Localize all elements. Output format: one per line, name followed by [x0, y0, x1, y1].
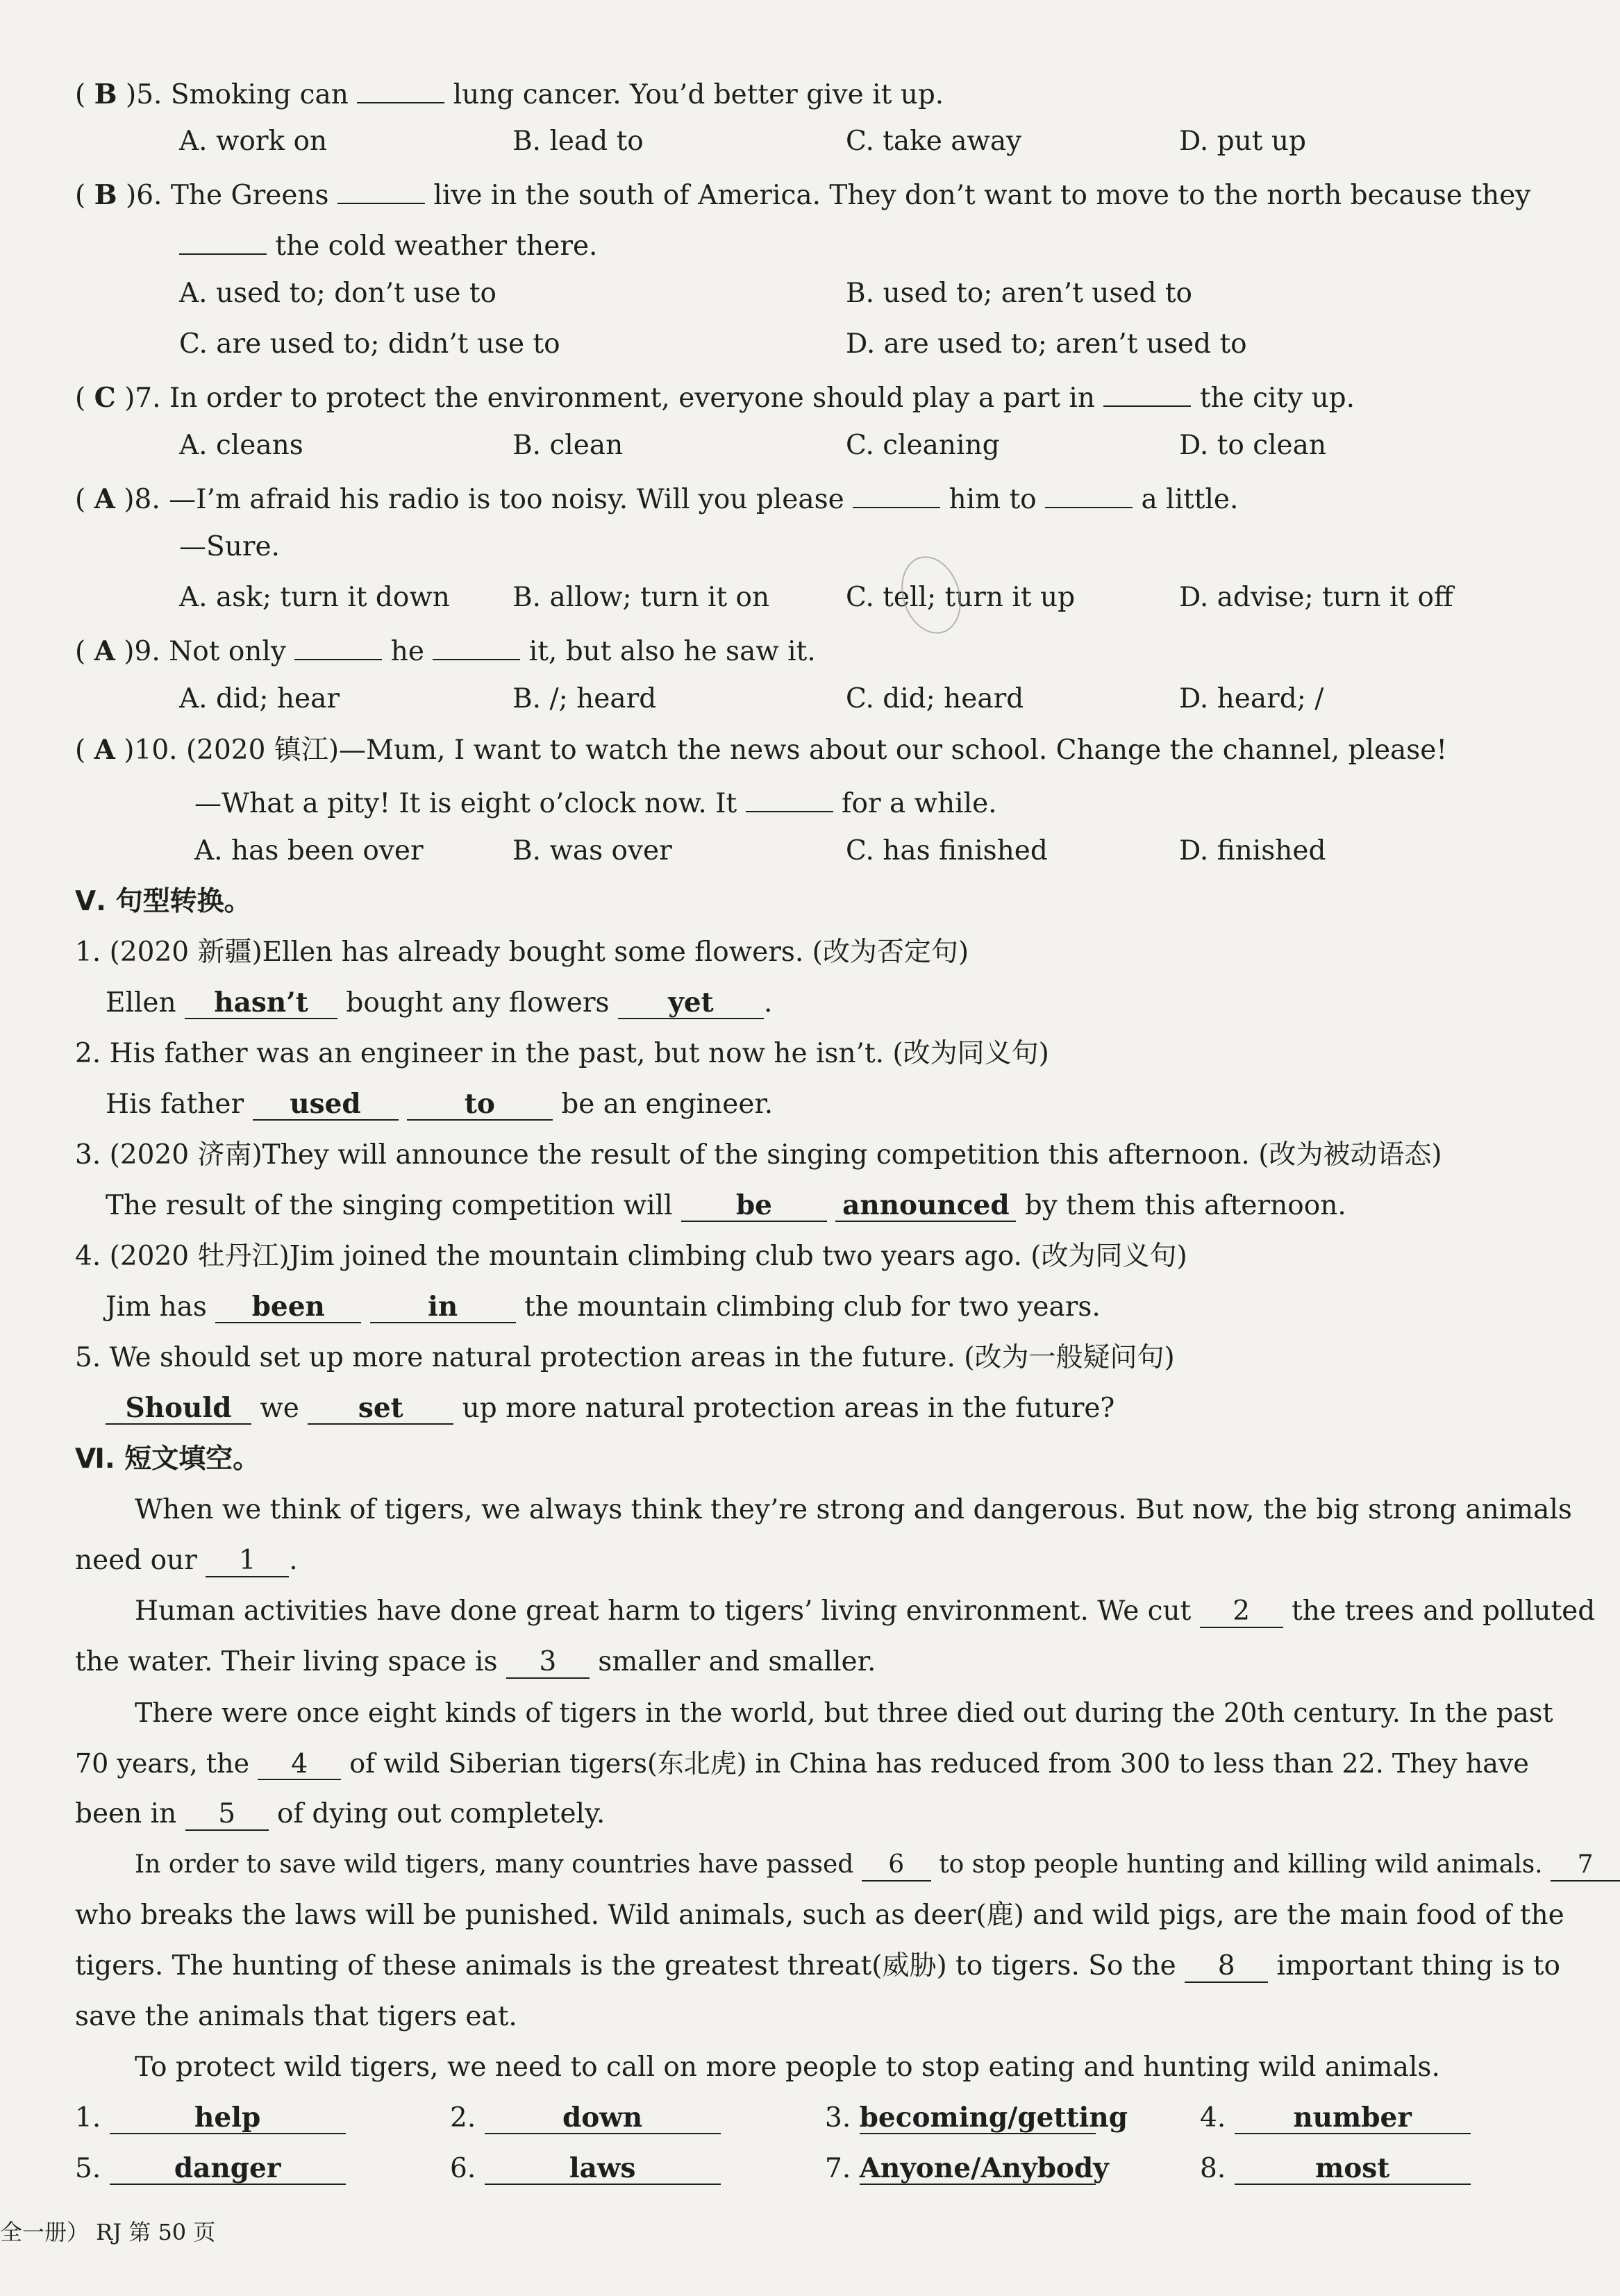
answer-letter: A	[94, 734, 115, 766]
answer-row-1: 3. becoming/getting	[825, 2102, 1128, 2134]
page-footer: 全一册） RJ 第 50 页	[0, 2219, 216, 2245]
answer-blank: used	[253, 1089, 399, 1121]
numbered-blank: 2	[1200, 1596, 1283, 1628]
blank	[433, 631, 520, 660]
answer-letter: C	[94, 382, 116, 414]
answer-blank: Should	[106, 1393, 251, 1425]
numbered-blank: 1	[206, 1545, 289, 1577]
answer-blank: announced	[835, 1190, 1016, 1222]
answer-blank: hasn’t	[185, 987, 337, 1019]
numbered-blank: 7	[1551, 1850, 1620, 1882]
numbered-blank: 4	[258, 1748, 341, 1780]
option-c: C. tell; turn it up	[846, 582, 1076, 613]
passage-line: who breaks the laws will be punished. Wild animals, such as deer(鹿) and wild pigs, are the main food of the	[75, 1900, 1564, 1931]
option-c: C. did; heard	[846, 683, 1024, 714]
option-b: B. clean	[512, 430, 624, 461]
blank	[357, 74, 444, 103]
option-d: D. finished	[1179, 835, 1326, 866]
option-b: B. was over	[512, 835, 672, 866]
blank	[179, 226, 267, 255]
answer-blank: set	[308, 1393, 453, 1425]
answer-row-1: 2. down	[450, 2101, 721, 2136]
transform-a2: His father used to be an engineer.	[106, 1088, 774, 1120]
transform-a1: Ellen hasn’t bought any flowers yet .	[106, 987, 773, 1019]
question-10: ( A )10. (2020 镇江)—Mum, I want to watch the news about our school. Change the channel, please!	[75, 734, 1448, 766]
option-a: A. used to; don’t use to	[179, 278, 497, 309]
answer-blank: be	[681, 1190, 827, 1222]
blank	[853, 479, 940, 508]
passage-line: In order to save wild tigers, many countries have passed 6 to stop people hunting and killing wild animals. 7	[135, 1847, 1620, 1882]
option-c: C. are used to; didn’t use to	[179, 328, 560, 360]
question-8: ( A )8. —I’m afraid his radio is too noisy. Will you please him to a little.	[75, 479, 1238, 517]
numbered-blank: 5	[185, 1799, 269, 1831]
answer-blank: to	[407, 1089, 553, 1121]
answer-blank: danger	[110, 2153, 346, 2185]
passage-line: the water. Their living space is 3 smaller and smaller.	[75, 1646, 876, 1677]
passage-line: There were once eight kinds of tigers in the world, but three died out during the 20th century. In the past	[135, 1698, 1553, 1728]
option-a: A. cleans	[179, 430, 303, 461]
passage-line: When we think of tigers, we always think they’re strong and dangerous. But now, the big strong animals	[135, 1494, 1572, 1525]
answer-blank: number	[1235, 2102, 1471, 2134]
question-10-reply: —What a pity! It is eight o’clock now. It for a while.	[194, 783, 997, 821]
option-b: B. used to; aren’t used to	[846, 278, 1193, 309]
blank	[1045, 479, 1133, 508]
question-6: ( B )6. The Greens live in the south of America. They don’t want to move to the north because they	[75, 175, 1530, 213]
answer-row-2: 5. danger	[75, 2152, 346, 2186]
transform-q1: 1. (2020 新疆)Ellen has already bought some flowers. (改为否定句)	[75, 937, 969, 968]
answer-letter: B	[94, 179, 117, 211]
blank	[294, 631, 382, 660]
section-5-title: Ⅴ. 句型转换。	[75, 886, 251, 917]
passage-line: tigers. The hunting of these animals is the greatest threat(威胁) to tigers. So the 8 important thing is to	[75, 1950, 1560, 1981]
passage-line: 70 years, the 4 of wild Siberian tigers(东北虎) in China has reduced from 300 to less than 22. They have	[75, 1748, 1529, 1779]
option-a: A. has been over	[194, 835, 424, 866]
answer-row-2: 8. most	[1200, 2152, 1471, 2186]
answer-blank: Anyone/Anybody	[859, 2152, 1109, 2184]
option-a: A. work on	[179, 126, 328, 157]
answer-row-2: 6. laws	[450, 2152, 721, 2186]
answer-row-2: 7. Anyone/Anybody	[825, 2152, 1109, 2184]
numbered-blank: 6	[862, 1850, 931, 1882]
question-9: ( A )9. Not only he it, but also he saw it.	[75, 631, 816, 669]
answer-letter: B	[94, 78, 117, 110]
passage-line: To protect wild tigers, we need to call on more people to stop eating and hunting wild animals.	[135, 2052, 1440, 2083]
option-d: D. to clean	[1179, 430, 1326, 461]
passage-line: save the animals that tigers eat.	[75, 2001, 517, 2032]
answer-blank: been	[215, 1291, 361, 1323]
passage-line: Human activities have done great harm to tigers’ living environment. We cut 2 the trees and polluted	[135, 1595, 1596, 1627]
question-5: ( B )5. Smoking can lung cancer. You’d better give it up.	[75, 74, 944, 112]
transform-q4: 4. (2020 牡丹江)Jim joined the mountain climbing club two years ago. (改为同义句)	[75, 1241, 1187, 1272]
answer-blank: most	[1235, 2153, 1471, 2185]
option-a: A. did; hear	[179, 683, 340, 714]
answer-blank: yet	[618, 987, 764, 1019]
option-d: D. heard; /	[1179, 683, 1324, 714]
transform-q2: 2. His father was an engineer in the past, but now he isn’t. (改为同义句)	[75, 1038, 1049, 1069]
answer-row-1: 4. number	[1200, 2101, 1471, 2136]
transform-a4: Jim has been in the mountain climbing club for two years.	[106, 1291, 1101, 1323]
blank	[337, 175, 425, 204]
option-b: B. lead to	[512, 126, 644, 157]
section-6-title: Ⅵ. 短文填空。	[75, 1443, 260, 1475]
numbered-blank: 3	[506, 1647, 590, 1679]
transform-a5: Should we set up more natural protection areas in the future?	[106, 1391, 1114, 1426]
question-6-cont: the cold weather there.	[179, 226, 597, 264]
answer-blank: in	[370, 1291, 516, 1323]
transform-a3: The result of the singing competition will be announced by them this afternoon.	[106, 1189, 1346, 1221]
blank	[1103, 378, 1191, 407]
option-c: C. take away	[846, 126, 1022, 157]
numbered-blank: 8	[1185, 1951, 1268, 1983]
question-7: ( C )7. In order to protect the environment, everyone should play a part in the city up.	[75, 378, 1355, 416]
passage-line: been in 5 of dying out completely.	[75, 1798, 606, 1829]
answer-blank: help	[110, 2102, 346, 2134]
answer-row-1: 1. help	[75, 2101, 346, 2136]
option-c: C. cleaning	[846, 430, 1000, 461]
option-d: D. are used to; aren’t used to	[846, 328, 1247, 360]
option-b: B. /; heard	[512, 683, 657, 714]
blank	[746, 783, 833, 812]
transform-q5: 5. We should set up more natural protection areas in the future. (改为一般疑问句)	[75, 1342, 1175, 1373]
answer-blank: down	[485, 2102, 721, 2134]
answer-letter: A	[94, 483, 115, 515]
option-b: B. allow; turn it on	[512, 582, 770, 613]
answer-blank: laws	[485, 2153, 721, 2185]
passage-line: need our 1 .	[75, 1545, 298, 1576]
option-a: A. ask; turn it down	[179, 582, 450, 613]
answer-letter: A	[94, 635, 115, 667]
option-d: D. advise; turn it off	[1179, 582, 1453, 613]
option-c: C. has finished	[846, 835, 1048, 866]
option-d: D. put up	[1179, 126, 1306, 157]
question-8-reply: —Sure.	[179, 531, 280, 562]
stamp-mark	[892, 548, 970, 642]
transform-q3: 3. (2020 济南)They will announce the result of the singing competition this afternoon. (改为被动语态)	[75, 1139, 1442, 1171]
answer-blank: becoming/getting	[859, 2102, 1128, 2134]
